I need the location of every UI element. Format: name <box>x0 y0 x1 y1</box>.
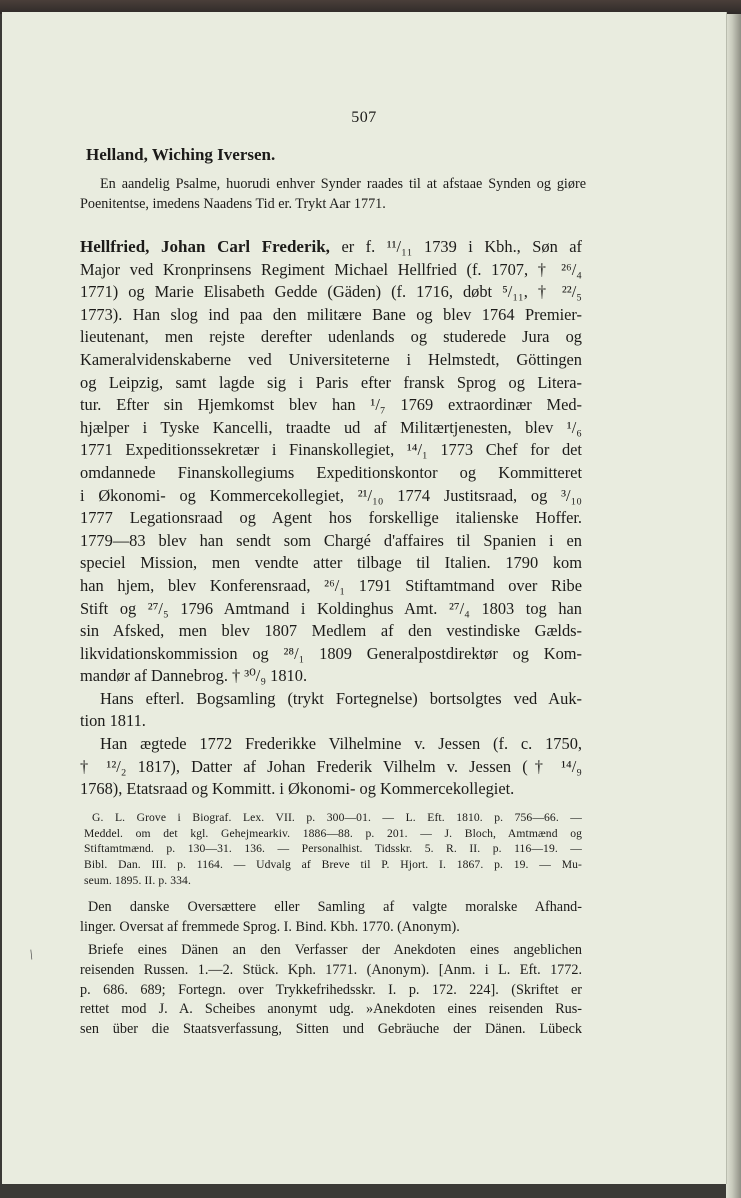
body-line: tur. Efter sin Hjemkomst blev han ¹/₇ 1769 extraordinær Med- <box>80 395 582 415</box>
body-line: Han ægtede 1772 Frederikke Vilhelmine v. Jessen (f. c. 1750, <box>100 734 582 754</box>
body-line: Kameralvidenskaberne ved Universiteterne i Helmstedt, Göttingen <box>80 349 582 369</box>
entry-helland-text-block <box>80 175 586 214</box>
body-line: † ¹²/₂ 1817), Datter af Johan Frederik Vilhelm v. Jessen († ¹⁴/₉ <box>80 756 582 776</box>
body-line-last: mandør af Dannebrog. † ³⁰/₉ 1810. <box>80 666 308 686</box>
body-line: i Økonomi- og Kommercekollegiet, ²¹/₁₀ 1774 Justitsraad, og ³/₁₀ <box>80 485 582 505</box>
work-line-last: linger. Oversat af fremmede Sprog. I. Bind. Kbh. 1770. (Anonym). <box>80 919 460 936</box>
body-line: og Leipzig, samt lagde sig i Paris efter fransk Sprog og Litera- <box>80 372 582 392</box>
body-line: Major ved Kronprinsens Regiment Michael Hellfried (f. 1707, † ²⁶/₄ <box>80 259 582 279</box>
work-line: Briefe eines Dänen an den Verfasser der Anekdoten eines angeblichen <box>88 941 582 958</box>
body-line: sin Afsked, men blev 1807 Medlem af den vestindiske Gælds- <box>80 621 582 641</box>
body-line: Hans efterl. Bogsamling (trykt Fortegnelse) bortsolgtes ved Auk- <box>100 688 582 708</box>
entry-first-line <box>80 236 582 259</box>
reference-line: Bibl. Dan. III. p. 1164. — Udvalg af Breve til P. Hjort. I. 1867. p. 19. — Mu- <box>84 857 582 871</box>
work-item <box>80 898 582 938</box>
references-block <box>80 810 582 889</box>
entry-helland <box>86 145 578 165</box>
body-line: 1779—83 blev han sendt som Chargé d'affaires til Spanien i en <box>80 530 582 550</box>
body-line: er f. ¹¹/₁₁ 1739 i Kbh., Søn af <box>341 237 582 256</box>
body-line: speciel Mission, men vendte atter tilbage til Italien. 1790 kom <box>80 553 582 573</box>
body-line: 1771) og Marie Elisabeth Gedde (Gäden) (f. 1716, døbt ⁵/₁₁, † ²²/₅ <box>80 282 582 302</box>
body-line: 1777 Legationsraad og Agent hos forskellige italienske Hoffer. <box>80 508 582 528</box>
works-list <box>80 898 582 1040</box>
entry-hellfried-body <box>80 236 582 801</box>
page-number: 507 <box>351 109 377 126</box>
body-line: hjælper i Tyske Kancelli, traadte ud af Militærtjenesten, blev ¹/₆ <box>80 417 582 437</box>
body-line: Stift og ²⁷/₅ 1796 Amtmand i Koldinghus Amt. ²⁷/₄ 1803 tog han <box>80 598 582 618</box>
body-line: lieutenant, men rejste derefter udenlands og studerede Jura og <box>80 327 582 347</box>
work-line: rettet mod J. A. Scheibes anonymt udg. »Anekdoten eines reisenden Rus- <box>80 1001 582 1018</box>
work-line: sen über die Staatsverfassung, Sitten und Gebräuche der Dänen. Lübeck <box>80 1021 582 1038</box>
body-line-last: 1768), Etatsraad og Kommitt. i Økonomi- og Kommercekollegiet. <box>80 779 515 799</box>
body-line: 1773). Han slog ind paa den militære Bane og blev 1764 Premier- <box>80 304 582 324</box>
body-line: 1771 Expeditionssekretær i Finanskollegiet, ¹⁴/₁ 1773 Chef for det <box>80 440 582 460</box>
body-line: likvidationskommission og ²⁸/₁ 1809 Generalpostdirektør og Kom- <box>80 643 582 663</box>
body-line: han hjem, blev Konferensraad, ²⁶/₁ 1791 Stiftamtmand over Ribe <box>80 575 582 595</box>
pencil-mark: / <box>26 947 37 964</box>
book-binding-edge <box>726 14 741 1198</box>
entry-text: En aandelig Psalme, huorudi enhver Synder raades til at afstaae Synden og giøre Poenitentse, imedens Naadens Tid er. Trykt Aar 1771. <box>80 176 586 212</box>
reference-line-last: seum. 1895. II. p. 334. <box>84 873 191 887</box>
work-line: Den danske Oversættere eller Samling af valgte moralske Afhand- <box>88 899 582 916</box>
body-line-last: tion 1811. <box>80 711 146 731</box>
entry-heading: Hellfried, Johan Carl Frederik, <box>80 237 330 256</box>
work-line: reisenden Russen. 1.—2. Stück. Kph. 1771. (Anonym). [Anm. i L. Eft. 1772. <box>80 961 582 978</box>
reference-line: Meddel. om det kgl. Gehejmearkiv. 1886—88. p. 201. — J. Bloch, Amtmænd og <box>84 826 582 840</box>
body-line: omdannede Finanskollegiums Expeditionskontor og Kommitteret <box>80 462 582 482</box>
entry-hellfried <box>80 236 582 1040</box>
reference-line: Stiftamtmænd. p. 130—31. 136. — Personalhist. Tidsskr. 5. R. II. p. 116—19. — <box>84 842 582 856</box>
reference-line: G. L. Grove i Biograf. Lex. VII. p. 300—01. — L. Eft. 1810. p. 756—66. — <box>92 810 582 824</box>
work-line: p. 686. 689; Fortegn. over Trykkefrihedsskr. I. p. 172. 224]. (Skriftet er <box>80 981 582 998</box>
book-page <box>2 12 727 1184</box>
work-item <box>80 941 582 1040</box>
entry-heading: Helland, Wiching Iversen. <box>86 145 276 164</box>
